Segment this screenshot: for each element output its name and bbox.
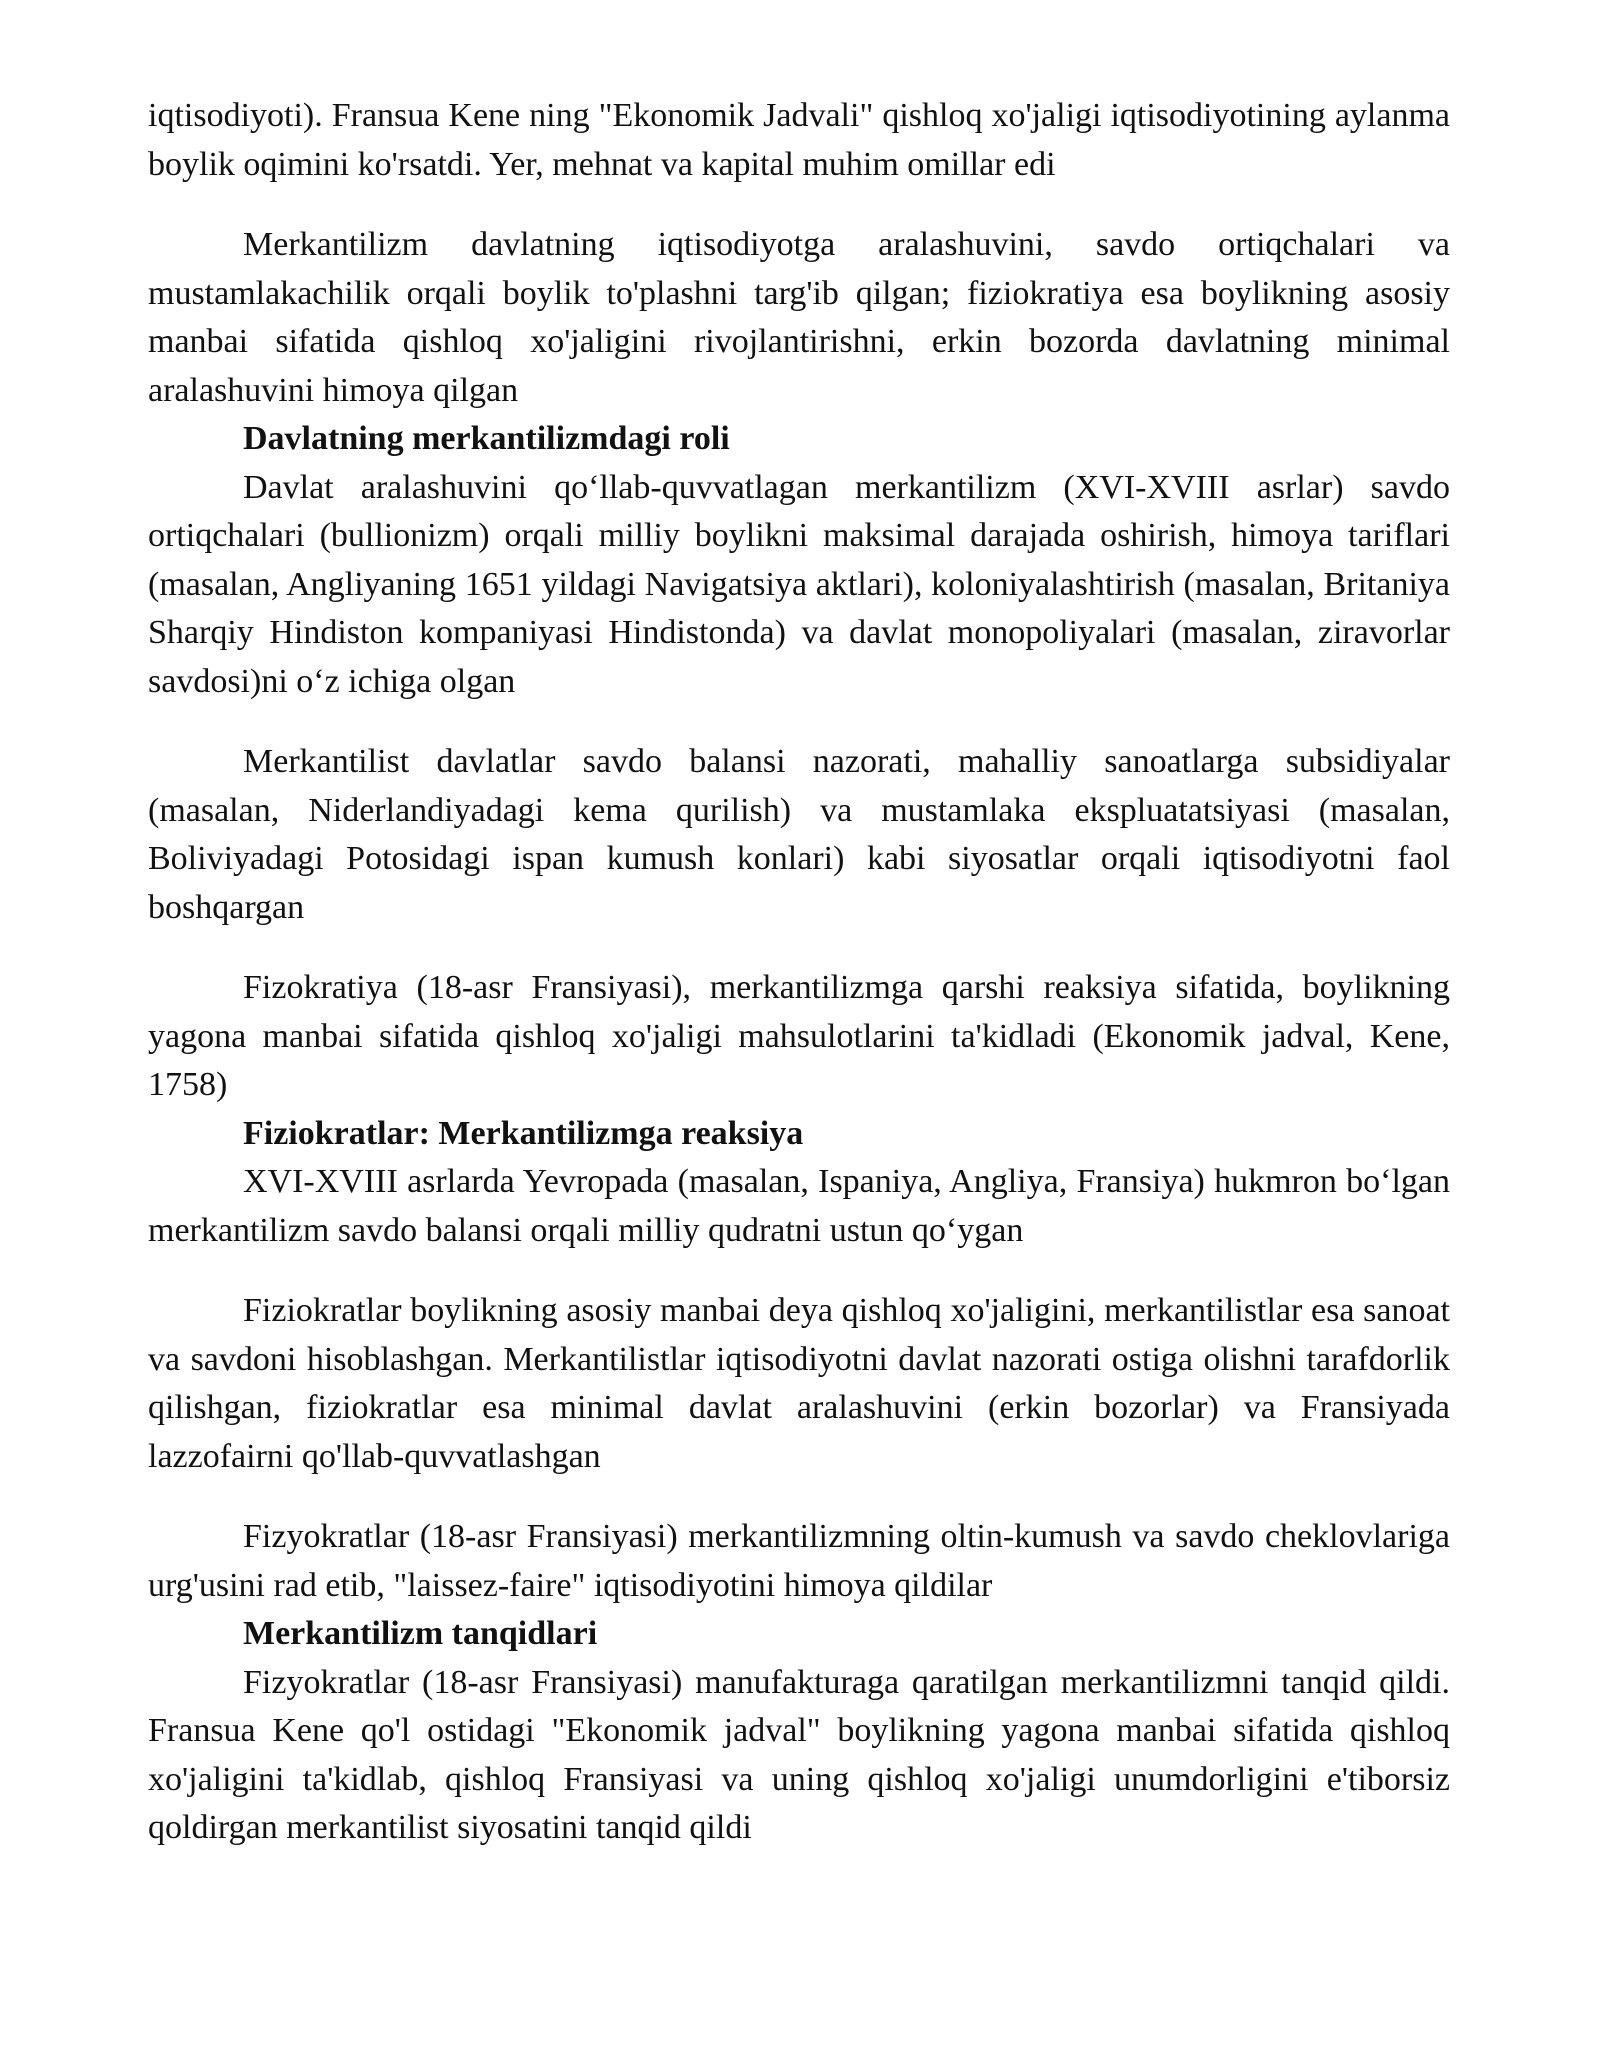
section-heading-state-role: Davlatning merkantilizmdagi roli xyxy=(243,420,730,457)
paragraph-wealth-sources: Fiziokratlar boylikning asosiy manbai deya qishloq xo'jaligini, merkantilistlar esa sanoat va savdoni hisoblashgan. Merkantilistlar iqtisodiyotni davlat nazorati ostiga olishni tarafdorlik qilishgan, fiziokratlar esa minimal davlat aralashuvini (erkin bozorlar) va Fransiyada lazzofairni qo'llab-quvvatlashgan xyxy=(148,1292,1450,1475)
paragraph-dominant-mercantilism: XVI-XVIII asrlarda Yevropada (masalan, Ispaniya, Angliya, Fransiya) hukmron bo‘lgan merkantilizm savdo balansi orqali milliy qudratni ustun qo‘ygan xyxy=(148,1163,1450,1249)
paragraph-laissez-faire: Fizyokratlar (18-asr Fransiyasi) merkantilizmning oltin-kumush va savdo cheklovlariga urg'usini rad etib, "laissez-faire" iqtisodiyotini himoya qildilar xyxy=(148,1518,1450,1604)
section-heading-critiques: Merkantilizm tanqidlari xyxy=(243,1615,598,1652)
document-page xyxy=(148,92,1450,1853)
paragraph-mercantilist-states: Merkantilist davlatlar savdo balansi nazorati, mahalliy sanoatlarga subsidiyalar (masalan, Niderlandiyadagi kema qurilish) va mustamlaka ekspluatatsiyasi (masalan, Boliviyadagi Potosidagi ispan kumush konlari) kabi siyosatlar orqali iqtisodiyotni faol boshqargan xyxy=(148,743,1450,926)
paragraph-physiocracy-reaction: Fizokratiya (18-asr Fransiyasi), merkantilizmga qarshi reaksiya sifatida, boylikning yagona manbai sifatida qishloq xo'jaligi mahsulotlarini ta'kidladi (Ekonomik jadval, Kene, 1758) xyxy=(148,969,1450,1103)
paragraph-critique-manufacturing: Fizyokratlar (18-asr Fransiyasi) manufakturaga qaratilgan merkantilizmni tanqid qildi. Fransua Kene qo'l ostidagi "Ekonomik jadval" boylikning yagona manbai sifatida qishloq xo'jaligini ta'kidlab, qishloq Fransiyasi va uning qishloq xo'jaligi unumdorligini e'tiborsiz qoldirgan merkantilist siyosatini tanqid qildi xyxy=(148,1663,1450,1846)
section-heading-physiocrats: Fiziokratlar: Merkantilizmga reaksiya xyxy=(243,1114,804,1152)
paragraph-state-intervention: Davlat aralashuvini qo‘llab-quvvatlagan merkantilizm (XVI-XVIII asrlar) savdo ortiqchalari (bullionizm) orqali milliy boylikni maksimal darajada oshirish, himoya tariflari (masalan, Angliyaning 1651 yildagi Navigatsiya aktlari), koloniyalashtirish (masalan, Britaniya Sharqiy Hindiston kompaniyasi Hindistonda) va davlat monopoliyalari (masalan, ziravorlar savdosi)ni o‘z ichiga olgan xyxy=(148,468,1450,700)
paragraph-mercantilism-vs-physiocracy: Merkantilizm davlatning iqtisodiyotga aralashuvini, savdo ortiqchalari va mustamlakachilik orqali boylik to'plashni targ'ib qilgan; fiziokratiya esa boylikning asosiy manbai sifatida qishloq xo'jaligini rivojlantirishni, erkin bozorda davlatning minimal aralashuvini himoya qilgan xyxy=(148,226,1450,409)
paragraph-intro-continuation: iqtisodiyoti). Fransua Kene ning "Ekonomik Jadvali" qishloq xo'jaligi iqtisodiyotining aylanma boylik oqimini ko'rsatdi. Yer, mehnat va kapital muhim omillar edi xyxy=(148,97,1450,183)
